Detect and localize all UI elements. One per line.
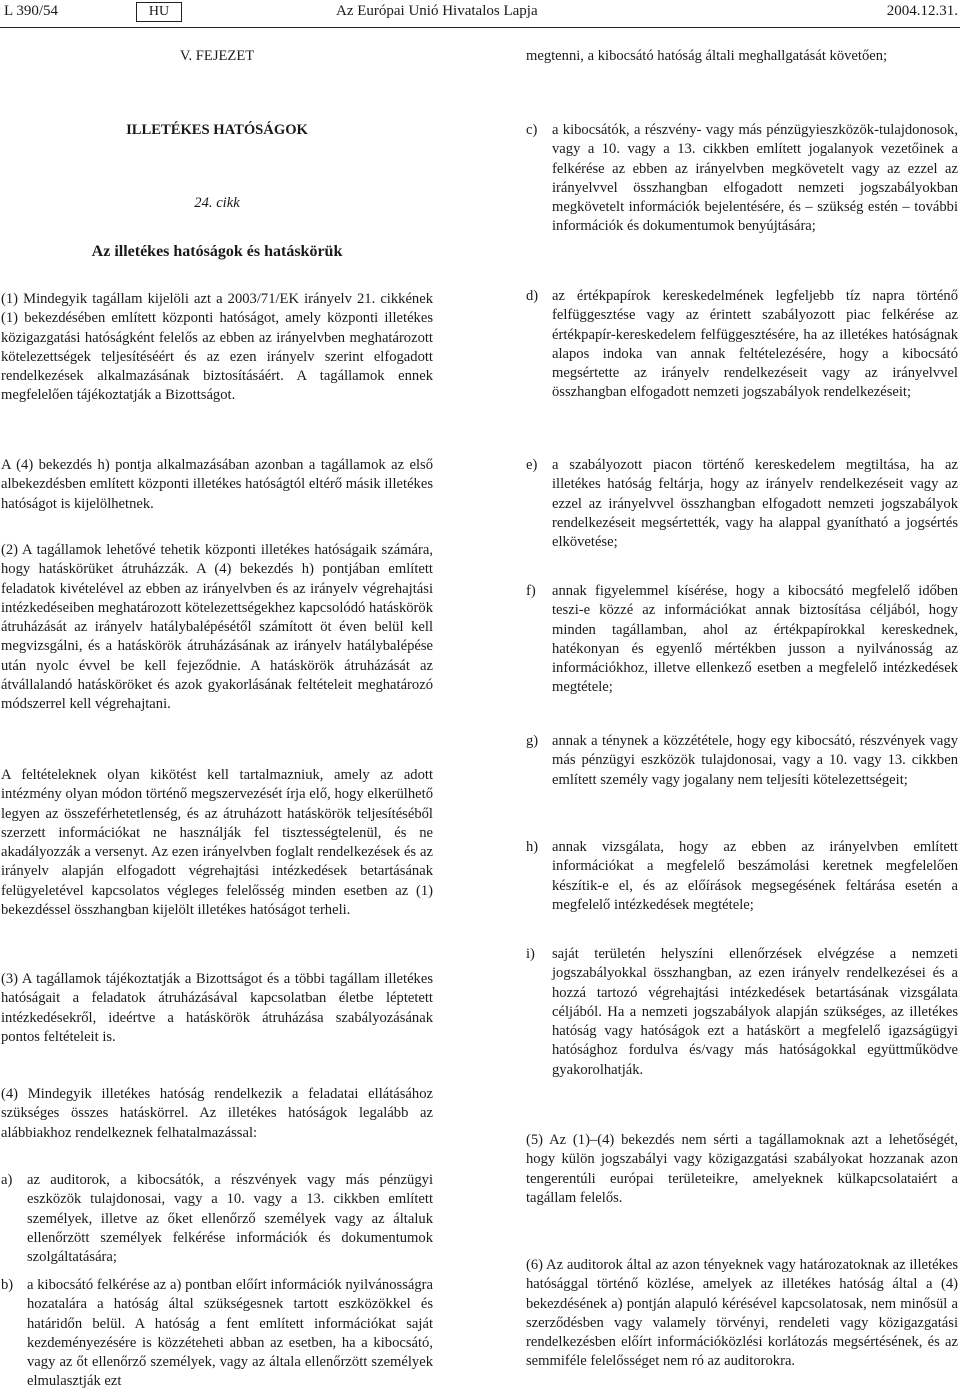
list-text: a kibocsátó felkérése az a) pontban előírt információk nyilvánosságra hozatalára a hatóság által szükségesnek tartott eszközökkel és határidőn belül. A hatóság a fent említett információkat saját kezdeményezésére is közzéteheti abban az esetben, ha a kibocsátó, vagy az őt ellenőrző személyek, vagy az általa ellenőrzött személyek elmulasztják ezt (27, 1277, 433, 1390)
list-label: c) (526, 122, 538, 138)
list-item-f (526, 582, 958, 698)
list-label: i) (526, 946, 535, 962)
list-item-d (526, 287, 958, 403)
paragraph-6: (6) Az auditorok által az azon tényeknek vagy határozatoknak az illetékes hatósággal történő közlése, amelyek az illetékes hatóság által a (4) bekezdésének a) pontján alapuló kérésével kapcsolatosak, nem minősül a szerződésben vagy valamely törvényi, rendeleti vagy közigazgatási rendelkezésben előírt információközlési korlátozás megsértésének, és az semmiféle felelősséget nem ró az auditorokra. (526, 1257, 958, 1370)
issue-date: 2004.12.31. (886, 3, 958, 19)
list-label: h) (526, 839, 539, 855)
list-label: g) (526, 733, 539, 749)
list-text: annak a ténynek a közzététele, hogy egy kibocsátó, részvények vagy más pénzügyi eszközök tulajdonosai, vagy a 10. vagy 13. cikkben említett személy vagy jogalany nem teljesíti kötelezettségeit; (552, 733, 958, 788)
page-header (0, 0, 960, 26)
article-title: Az illetékes hatóságok és hatáskörük (91, 243, 343, 260)
list-text: annak vizsgálata, hogy az ebben az irányelvben említett információkat a megfelelő beszámolási keretnek megfelelően készítik-e el, és az előírások megsegésének feltárása esetén a megfelelő intézkedések megtétele; (552, 839, 958, 913)
list-text: a szabályozott piacon történő kereskedelem megtiltása, ha az illetékes hatóság feltárja, hogy az irányelv rendelkezéseit vagy az ezzel az irányelvvel összhangban elfogadott nemzeti jogszabályok rendelkezéseit megsértették, vagy ha alappal gyanítható a jogsértés elkövetése; (552, 457, 958, 551)
list-item-g (526, 732, 958, 790)
list-text: a kibocsátók, a részvény- vagy más pénzügyieszközök-tulajdonosok, vagy a 10. vagy a 13. cikkben említett jogalanyok vezetőinek a felkérése az ebben az irányelvben megkövetelt vagy az ezzel az irányelvvel összhangban elfogadott nemzeti jogszabályokban megkövetelt információk bejelentésére, és – szükség estén – további információk és dokumentumok benyújtására; (552, 122, 958, 235)
paragraph-5: (5) Az (1)–(4) bekezdés nem sérti a tagállamoknak azt a lehetőségét, hogy külön jogszabályi vagy közigazgatási szabályokat hozzanak azon tengerentúli európai területeikre, amelyeknek külkapcsolataiért a tagállam felelős. (526, 1132, 958, 1206)
paragraph-1-sub: A (4) bekezdés h) pontja alkalmazásában azonban a tagállamok az első albekezdésben említett központi illetékes hatóságtól eltérő másik illetékes hatóságot is kijelölhetnek. (1, 457, 433, 512)
list-label: a) (1, 1172, 13, 1188)
list-text: az értékpapírok kereskedelmének legfeljebb tíz napra történő felfüggesztése vagy az érintett szabályozott piac felkérése az értékpapír-kereskedelem felfüggesztésére, ha az illetékes hatóságnak alapos indoka van annak feltételezésére, hogy a kibocsátó megsértette az irányelv rendelkezéseit vagy az irányelvvel összhangban elfogadott nemzeti jogszabályok rendelkezéseit; (552, 288, 958, 401)
chapter-title: ILLETÉKES HATÓSÁGOK (126, 122, 308, 138)
chapter-number: V. FEJEZET (179, 48, 255, 64)
article-number: 24. cikk (194, 195, 240, 211)
page-number: L 390/54 (4, 3, 59, 19)
list-item-h (526, 838, 958, 915)
language-code-box: HU (136, 2, 182, 22)
journal-title: Az Európai Unió Hivatalos Lapja (336, 3, 538, 19)
paragraph-4: (4) Mindegyik illetékes hatóság rendelkezik a feladatai ellátásához szükséges összes hatáskörrel. Az illetékes hatóságok legalább az alábbiakhoz rendelkeznek felhatalmazással: (1, 1086, 433, 1141)
list-item-a (1, 1171, 433, 1267)
paragraph-1: (1) Mindegyik tagállam kijelöli azt a 2003/71/EK irányelv 21. cikkének (1) bekezdésében említett központi hatóságot, amely központi illetékes közigazgatási hatóságként felelős az ebben az irányelvben meghatározott kötelezettségek teljesítéséért és az ezen irányelv szerint elfogadott rendelkezések alkalmazásának biztosításáért. A tagállamok ennek megfelelően tájékoztatják a Bizottságot. (1, 291, 433, 404)
list-label: f) (526, 583, 536, 599)
list-text: saját területén helyszíni ellenőrzések elvégzése a nemzeti jogszabályokkal összhangban, az ezen irányelv rendelkezései és a hozzá tartozó végrehajtási intézkedések betartásának vizsgálata céljából. Ha a nemzeti jogszabályok alapján szükséges, az illetékes hatóság vagy hatóságok ezt a hatáskört a megfelelő igazságügyi hatósághoz fordulva és/vagy más hatóságokkal együttműködve gyakorolhatják. (552, 946, 958, 1078)
paragraph-2-sub: A feltételeknek olyan kikötést kell tartalmazniuk, amely az adott intézmény olyan módon történő megszervezését írja elő, hogy elkerülhető legyen az összeférhetetlenség, és az átruházott hatáskörök teljesítéséből szerzett információkat ne használják fel tisztességtelenül, és ne akadályozzák a versenyt. Az ezen irányelvben foglalt rendelkezések és az irányelv alapján elfogadott végrehajtási intézkedések betartásának felügyeletével kapcsolatos végleges felelősség minden esetben az (1) bekezdéssel összhangban kijelölt illetékes hatóságot terheli. (1, 767, 433, 919)
paragraph-2: (2) A tagállamok lehetővé tehetik központi illetékes hatóságaik számára, hogy hatáskörüket átruházzák. A (4) bekezdés h) pontjában említett feladatok kivételével az ebben az irányelvben és az irányelv végrehajtási intézkedéseiben meghatározott kötelezettségekhez kapcsolódó hatáskörök átruházását az irányelv hatálybalépésétől számított öt éven belül kell megvizsgálni, és a hatáskörök átruházásának az irányelv hatálybalépése után nyolc évvel be kell fejeződnie. A hatáskörök átruházását az átvállalandó hatásköröket és azok gyakorlásának feltételeit meghatározó módszerrel kell végrehajtani. (1, 542, 433, 713)
list-label: e) (526, 457, 538, 473)
list-item-i (526, 945, 958, 1080)
paragraph-3: (3) A tagállamok tájékoztatják a Bizottságot és a többi tagállam illetékes hatóságait a feladatok átruházásával kapcsolatban életbe léptetett intézkedésekről, ideértve a hatáskörök átruházása szabályozásának pontos feltételeit is. (1, 971, 433, 1045)
list-text: annak figyelemmel kísérése, hogy a kibocsátó megfelelő időben teszi-e közzé az információkat annak biztosítása céljából, hogy minden tagállamban, ahol az értékpapírokkal kereskednek, hatékonyan és egyenlő mértékben jusson a nyilvánosság az információkhoz, illetve ellenkező esetben a megfelelő intézkedések megtétele; (552, 583, 958, 696)
list-text: az auditorok, a kibocsátók, a részvények vagy más pénzügyi eszközök tulajdonosai, vagy a 10. vagy a 13. cikkben említett személyek, illetve az őket ellenőrző személyek vagy az általuk ellenőrzött személyek felkérése információk és dokumentumok szolgáltatására; (27, 1172, 433, 1266)
list-item-b (1, 1276, 433, 1392)
list-item-c (526, 121, 958, 237)
list-label: b) (1, 1277, 14, 1293)
header-rule (0, 27, 960, 28)
list-label: d) (526, 288, 539, 304)
list-item-b-continued: megtenni, a kibocsátó hatóság általi meghallgatását követően; (526, 48, 888, 64)
list-item-e (526, 456, 958, 552)
